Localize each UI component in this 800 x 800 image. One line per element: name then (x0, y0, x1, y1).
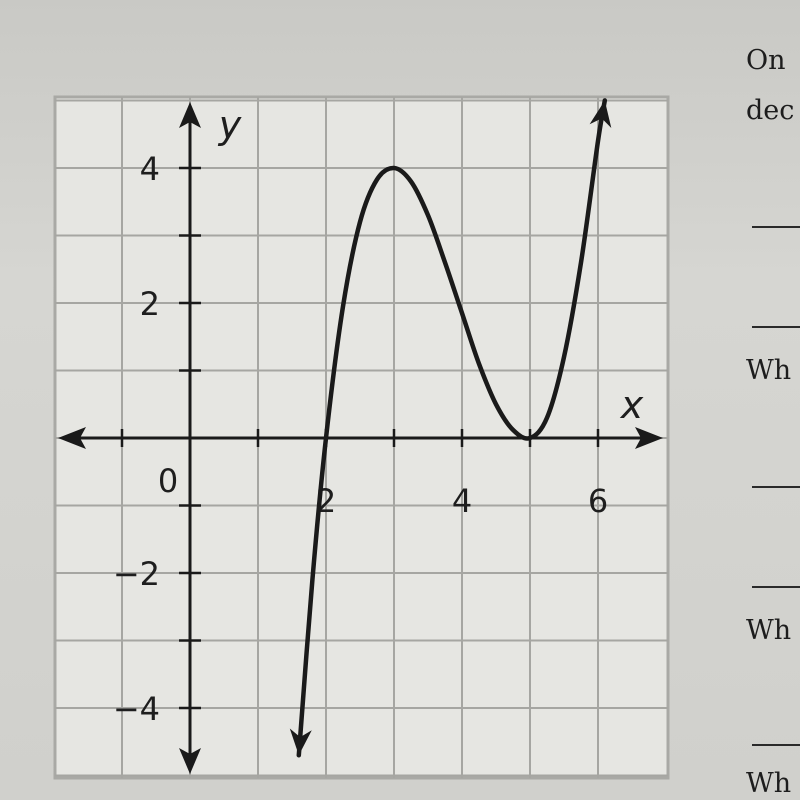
answer-line (752, 744, 800, 746)
x-tick-label: 4 (451, 482, 473, 520)
question-text-4: Wh (746, 768, 792, 799)
y-axis-label: y (218, 103, 242, 147)
question-text-2: Wh (746, 355, 792, 386)
question-text-3: Wh (746, 615, 792, 646)
prompt-text-line-2: dec (746, 95, 795, 126)
prompt-text-line-1: On (746, 45, 786, 76)
y-tick-label: 2 (139, 285, 160, 323)
answer-line (752, 226, 800, 228)
y-tick-label: 4 (139, 150, 160, 188)
origin-label: 0 (157, 462, 179, 500)
x-axis-label: x (620, 383, 644, 427)
x-tick-label: 2 (315, 482, 337, 520)
y-tick-label: −2 (112, 555, 160, 593)
answer-line (752, 586, 800, 588)
x-tick-label: 6 (587, 482, 609, 520)
y-tick-label: −4 (112, 690, 160, 728)
answer-line (752, 486, 800, 488)
answer-line (752, 326, 800, 328)
